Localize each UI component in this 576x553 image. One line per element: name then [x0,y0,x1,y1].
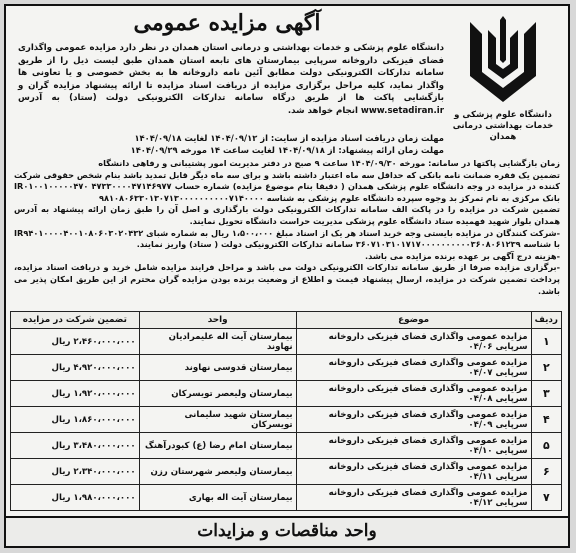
footer-department: واحد مناقصات و مزایدات [6,516,568,546]
table-header-row [11,312,562,329]
row-guarantee: ۲،۳۴۰،۰۰۰،۰۰۰ ریال [11,459,140,485]
table-row [11,459,562,485]
header-row-number: ردیف [531,312,561,329]
conditions-text [14,158,560,297]
row-unit: بیمارستان شهید سلیمانی تویسرکان [139,407,296,433]
row-subject: مزایده عمومی واگذاری فضای فیزیکی داروخانه سرپایی ۰۴/۱۰ [296,433,531,459]
deadlines [18,132,444,156]
row-unit: بیمارستان ولیعصر تویسرکان [139,381,296,407]
table-row [11,355,562,381]
row-number: ۷ [531,485,561,511]
intro-paragraph: دانشگاه علوم پزشکی و خدمات بهداشتی و درمانی استان همدان در نظر دارد مزایده عمومی واگذاری فضای فیزیکی داروخانه سرپایی بیمارستان های تابعه استان همدان طبق لیست ذیل را از طریق سامانه تدارکات الکترونیکی دولت مطابق آئین نامه داروخانه ها به بخش خصوصی و یا تعاونی ها واگذار نماید، کلیه مراحل برگزاری مزایده از دریافت اسناد مزایده تا ارائه پیشنهاد مزایده گران و بازگشایی پاکت ها از طریق درگاه سامانه تدارکات الکترونیکی دولت (ستاد) به آدرس www.setadiran.ir انجام خواهد شد. [18,43,444,116]
row-number: ۱ [531,329,561,355]
row-unit: بیمارستان ولیعصر شهرستان رزن [139,459,296,485]
logo-caption-line1: دانشگاه علوم پزشکی و [454,110,552,120]
table-row [11,381,562,407]
row-number: ۵ [531,433,561,459]
opening-time: زمان بازگشایی پاکتها در سامانه: مورخه ۱۴۰۴/۰۹/۳۰ ساعت ۹ صبح در دفتر مدیریت امور پشتیبانی و رفاهی دانشگاه [98,158,560,168]
table-row [11,433,562,459]
guarantee-terms: تضمین یک فقره ضمانت نامه بانکی که حداقل سه ماه اعتبار داشته باشد و برای سه ماه دیگر قابل تمدید باشد بنام شخص حقوقی شرکت کننده در مزایده در وجه دانشگاه علوم پزشکی همدان ( دقیقا بنام موضوع مزایده) شماره حساب ۴۷۳۳۰۰۰۰۴۷۱۴۶۹۷۷ IR۰۱۰۰۱۰۰۰۰۰۴۷۰ بانک مرکزی به نام تمرکز بد وجوه سپرده دانشگاه علوم پزشکی به شناسه ۹۸۱۰۸۰۶۳۳۰۱۳۰۷۱۳۰۰۰۰۰۰۰۰۰۰۷۱۴۰۰۰۰ [14,169,560,203]
row-subject: مزایده عمومی واگذاری فضای فیزیکی داروخانه سرپایی ۰۴/۰۷ [296,355,531,381]
row-subject: مزایده عمومی واگذاری فضای فیزیکی داروخانه سرپایی ۰۴/۰۹ [296,407,531,433]
row-guarantee: ۱،۹۸۰،۰۰۰،۰۰۰ ریال [11,485,140,511]
row-guarantee: ۱،۸۶۰،۰۰۰،۰۰۰ ریال [11,407,140,433]
row-number: ۶ [531,459,561,485]
row-guarantee: ۴،۹۲۰،۰۰۰،۰۰۰ ریال [11,355,140,381]
auction-notice [4,4,570,548]
proposal-deadline: مهلت زمان ارائه پیشنهاد: از ۱۴۰۴/۰۹/۱۸ لغایت ساعت ۱۴ مورخه ۱۴۰۴/۰۹/۲۹ [130,145,444,155]
row-unit: بیمارستان قدوسی نهاوند [139,355,296,381]
row-subject: مزایده عمومی واگذاری فضای فیزیکی داروخانه سرپایی ۰۴/۱۲ [296,485,531,511]
document-fee: -شرکت کنندگان در مزایده بایستی وجه خرید اسناد هر یک از اسناد مبلغ ۱،۵۰۰،۰۰۰ ریال به شماره شبای IR۹۴۰۱۰۰۰۰۴۰۰۱۰۸۰۶۰۳۰۲۰۴۳۲ با شناسه ۳۶۰۷۱۰۳۱۰۱۷۱۷۰۰۰۰۰۰۰۰۰۰۳۶۰۸۰۶۱۲۳۹ سامانه تدارکات الکترونیکی دولت ( ستاد) واریز نمایند. [14,227,560,250]
row-guarantee: ۱،۹۲۰،۰۰۰،۰۰۰ ریال [11,381,140,407]
row-number: ۳ [531,381,561,407]
table-row [11,407,562,433]
row-number: ۴ [531,407,561,433]
table-row [11,329,562,355]
row-unit: بیمارستان آیت اله بهاری [139,485,296,511]
row-number: ۲ [531,355,561,381]
row-subject: مزایده عمومی واگذاری فضای فیزیکی داروخانه سرپایی ۰۴/۱۱ [296,459,531,485]
logo-caption-line2: خدمات بهداشتی درمانی همدان [452,121,554,142]
ad-cost-note: -هزینه درج آگهی بر عهده برنده مزایده می باشد. [365,250,560,261]
guarantee-delivery: تضمین شرکت در مزایده را در پاکت الف سامانه تدارکات الکترونیکی دولت بارگذاری و اصل آن را طبق زمان ارائه پیشنهاد به آدرس همدان بلوار شهید فهمیده ستاد دانشگاه علوم پزشکی مدیریت حراست دانشگاه تحویل نمایند. [14,204,560,226]
header-subject: موضوع [296,312,531,329]
table-row [11,485,562,511]
process-note: -برگزاری مزایده صرفا از طریق سامانه تدارکات الکترونیکی دولت می باشد و مراحل فرایند مزایده شامل خرید و دریافت اسناد مزایده، پرداخت تضمین شرکت در مزایده، ارسال پیشنهاد قیمت و اطلاع از وضعیت برنده بودن مزایده گران محترم از این طریق امکان پذیر می باشد. [14,262,560,296]
auction-lots-table [10,311,562,511]
row-guarantee: ۲،۴۶۰،۰۰۰،۰۰۰ ریال [11,329,140,355]
row-subject: مزایده عمومی واگذاری فضای فیزیکی داروخانه سرپایی ۰۴/۰۶ [296,329,531,355]
university-logo [444,14,562,142]
row-unit: بیمارستان آیت اله علیمرادیان نهاوند [139,329,296,355]
notice-title: آگهی مزایده عمومی [133,10,321,36]
row-guarantee: ۳،۴۸۰،۰۰۰،۰۰۰ ریال [11,433,140,459]
row-subject: مزایده عمومی واگذاری فضای فیزیکی داروخانه سرپایی ۰۴/۰۸ [296,381,531,407]
header-unit: واحد [139,312,296,329]
header-guarantee: تضمین شرکت در مزایده [11,312,140,329]
document-deadline: مهلت زمان دریافت اسناد مزایده از سایت: از ۱۴۰۴/۰۹/۱۲ لغایت ۱۴۰۴/۰۹/۱۸ [134,133,444,143]
university-emblem-icon [466,16,540,108]
row-unit: بیمارستان امام رضا (ع) کبودرآهنگ [139,433,296,459]
